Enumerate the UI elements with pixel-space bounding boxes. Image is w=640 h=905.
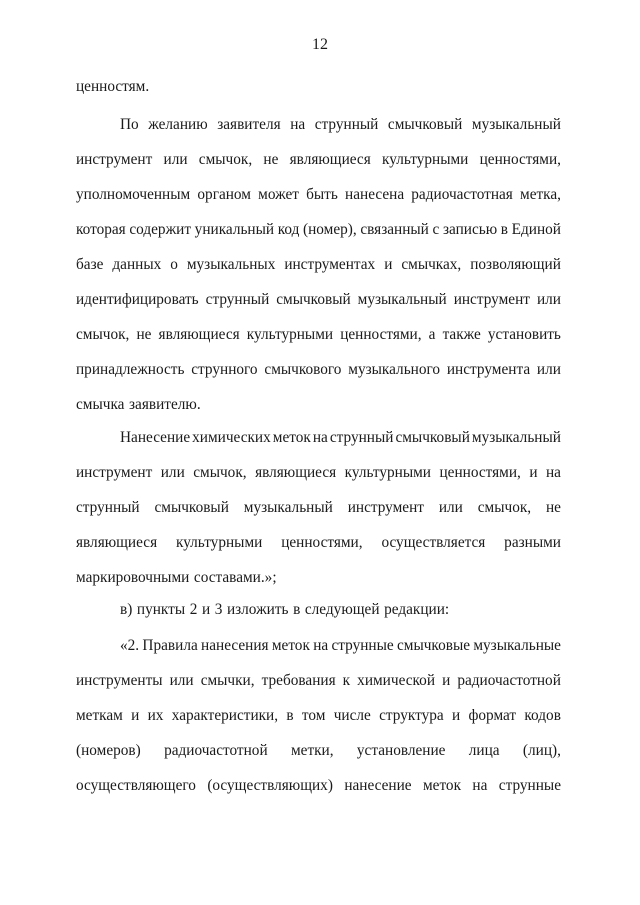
word: и	[201, 601, 211, 618]
word: являющиеся	[289, 151, 371, 168]
word: смычка	[76, 396, 125, 413]
word: музыкальный	[471, 116, 561, 133]
text-line	[76, 317, 561, 352]
word: струнного	[191, 361, 258, 378]
paragraph-continuation	[76, 69, 561, 104]
text-line	[76, 387, 561, 422]
text-line	[76, 352, 561, 387]
word: инструмент	[76, 151, 153, 168]
word: и	[529, 464, 538, 481]
word: нанесение	[344, 777, 412, 794]
word: смычок,	[193, 464, 247, 481]
word: смычковый	[276, 291, 351, 308]
word: инструмент	[453, 291, 530, 308]
word: изложить	[226, 601, 289, 618]
word: культурными	[246, 326, 334, 343]
text-line	[76, 663, 561, 698]
word: которая	[76, 221, 126, 238]
word: смычковый	[395, 429, 470, 446]
word: (номер),	[303, 221, 357, 238]
word: следующей	[304, 601, 380, 618]
word: (лиц),	[522, 742, 561, 759]
word: смычки,	[200, 672, 255, 689]
word: их	[147, 707, 164, 724]
word: заявителю.	[129, 396, 201, 413]
text-line	[76, 247, 561, 282]
word: ценностями,	[340, 326, 422, 343]
text-line	[76, 177, 561, 212]
word: ценностям.	[76, 78, 150, 95]
word: смычок,	[198, 151, 253, 168]
word: струнный	[76, 499, 140, 516]
word: струнные	[498, 777, 561, 794]
text-line	[76, 560, 561, 595]
word: заявителя	[217, 116, 281, 133]
word: составами.»;	[193, 569, 277, 586]
word: не	[545, 499, 561, 516]
word: меток	[272, 429, 311, 446]
word: культурными	[175, 534, 263, 551]
word: разными	[504, 534, 561, 551]
text-line	[76, 107, 561, 142]
word: инструменты	[76, 672, 163, 689]
word: Правила	[142, 637, 198, 654]
paragraph-rules-item-2	[76, 628, 561, 803]
word: химических	[192, 429, 271, 446]
text-line	[76, 768, 561, 803]
word: пункты	[136, 601, 186, 618]
word: идентифицировать	[76, 291, 199, 308]
word: структура	[379, 707, 444, 724]
word: и	[451, 707, 461, 724]
text-line	[76, 490, 561, 525]
word: лица	[468, 742, 500, 759]
word: смычковый	[154, 499, 229, 516]
word: смычок,	[477, 499, 532, 516]
word: музыкальных	[186, 256, 276, 273]
paragraph-rfid-tag	[76, 107, 561, 422]
word: данных	[112, 256, 162, 273]
word: и	[131, 707, 140, 724]
word: принадлежность	[76, 361, 185, 378]
word: смычковые	[396, 637, 471, 654]
word: может	[258, 186, 299, 203]
word: «2.	[120, 637, 140, 654]
word: смычках,	[401, 256, 462, 273]
word: музыкальный	[243, 499, 333, 516]
word: кодов	[524, 707, 561, 724]
word: смычкового	[264, 361, 342, 378]
word: радиочастотная	[411, 186, 513, 203]
word: инструментах	[284, 256, 376, 273]
word: на	[545, 464, 561, 481]
paragraph-amendment-intro	[76, 592, 561, 627]
word: меток	[271, 637, 310, 654]
word: на	[312, 429, 328, 446]
word: смычок,	[76, 326, 130, 343]
text-line	[76, 698, 561, 733]
text-line	[76, 733, 561, 768]
page-number: 12	[312, 36, 328, 53]
word: к	[342, 672, 351, 689]
word: 2	[189, 601, 198, 618]
word: на	[313, 637, 329, 654]
word: редакции:	[384, 601, 450, 618]
word: музыкальные	[473, 637, 561, 654]
word: (номеров)	[76, 742, 141, 759]
word: том	[301, 707, 326, 724]
word: являющиеся	[76, 534, 158, 551]
word: музыкальный	[471, 429, 561, 446]
word: не	[263, 151, 279, 168]
word: являющиеся	[255, 464, 337, 481]
word: на	[290, 116, 306, 133]
word: струнный	[205, 291, 270, 308]
word: или	[163, 151, 188, 168]
word: органом	[197, 186, 251, 203]
word: метки,	[290, 742, 334, 759]
word: (осуществляющих)	[207, 777, 333, 794]
word: позволяющий	[470, 256, 561, 273]
word: базе	[76, 256, 104, 273]
word: осуществляющего	[76, 777, 196, 794]
word: нанесена	[345, 186, 405, 203]
word: установить	[487, 326, 561, 343]
word: содержит	[129, 221, 192, 238]
word: уникальный	[194, 221, 275, 238]
text-line	[76, 455, 561, 490]
paragraph-chemical-tags	[76, 420, 561, 595]
word: с	[432, 221, 440, 238]
word: уполномоченным	[76, 186, 191, 203]
word: Единой	[511, 221, 561, 238]
word: также	[442, 326, 481, 343]
word: химической	[357, 672, 436, 689]
word: установление	[356, 742, 446, 759]
word: 3	[214, 601, 223, 618]
word: радиочастотной	[457, 672, 561, 689]
word: ценностями,	[479, 151, 561, 168]
word: требования	[261, 672, 336, 689]
word: меткам	[76, 707, 123, 724]
word: желанию	[148, 116, 208, 133]
word: струнный	[314, 116, 379, 133]
word: в)	[120, 601, 133, 618]
word: струнные	[331, 637, 394, 654]
word: метка,	[520, 186, 561, 203]
word: или	[169, 672, 194, 689]
word: а	[428, 326, 436, 343]
word: числе	[333, 707, 371, 724]
text-line	[76, 69, 561, 104]
word: на	[472, 777, 488, 794]
word: струнный	[329, 429, 394, 446]
text-line	[76, 212, 561, 247]
word: характеристики,	[171, 707, 279, 724]
word: записью	[442, 221, 498, 238]
word: музыкальный	[357, 291, 447, 308]
word: радиочастотной	[164, 742, 268, 759]
word: о	[170, 256, 178, 273]
word: инструмент	[76, 464, 153, 481]
text-line	[76, 525, 561, 560]
word: культурными	[344, 464, 431, 481]
word: являющиеся	[158, 326, 240, 343]
word: не	[136, 326, 152, 343]
word: осуществляется	[381, 534, 486, 551]
word: быть	[306, 186, 338, 203]
word: ценностями,	[281, 534, 363, 551]
word: ценностями,	[439, 464, 521, 481]
word: в	[286, 707, 294, 724]
word: По	[120, 116, 139, 133]
word: культурными	[382, 151, 469, 168]
text-line	[76, 142, 561, 177]
text-line	[76, 628, 561, 663]
word: связанный	[360, 221, 429, 238]
word: формат	[468, 707, 517, 724]
text-line	[76, 420, 561, 455]
word: маркировочными	[76, 569, 190, 586]
text-line	[76, 592, 561, 627]
text-line	[76, 282, 561, 317]
word: или	[160, 464, 185, 481]
word: Нанесение	[120, 429, 191, 446]
word: меток	[422, 777, 462, 794]
word: нанесения	[201, 637, 269, 654]
word: или	[536, 291, 561, 308]
word: или	[536, 361, 561, 378]
word: смычковый	[387, 116, 463, 133]
word: в	[293, 601, 301, 618]
word: инструмента	[446, 361, 531, 378]
word: код	[277, 221, 300, 238]
word: музыкального	[348, 361, 441, 378]
word: или	[438, 499, 463, 516]
word: инструмент	[347, 499, 424, 516]
word: и	[384, 256, 393, 273]
word: в	[500, 221, 509, 238]
word: и	[442, 672, 451, 689]
